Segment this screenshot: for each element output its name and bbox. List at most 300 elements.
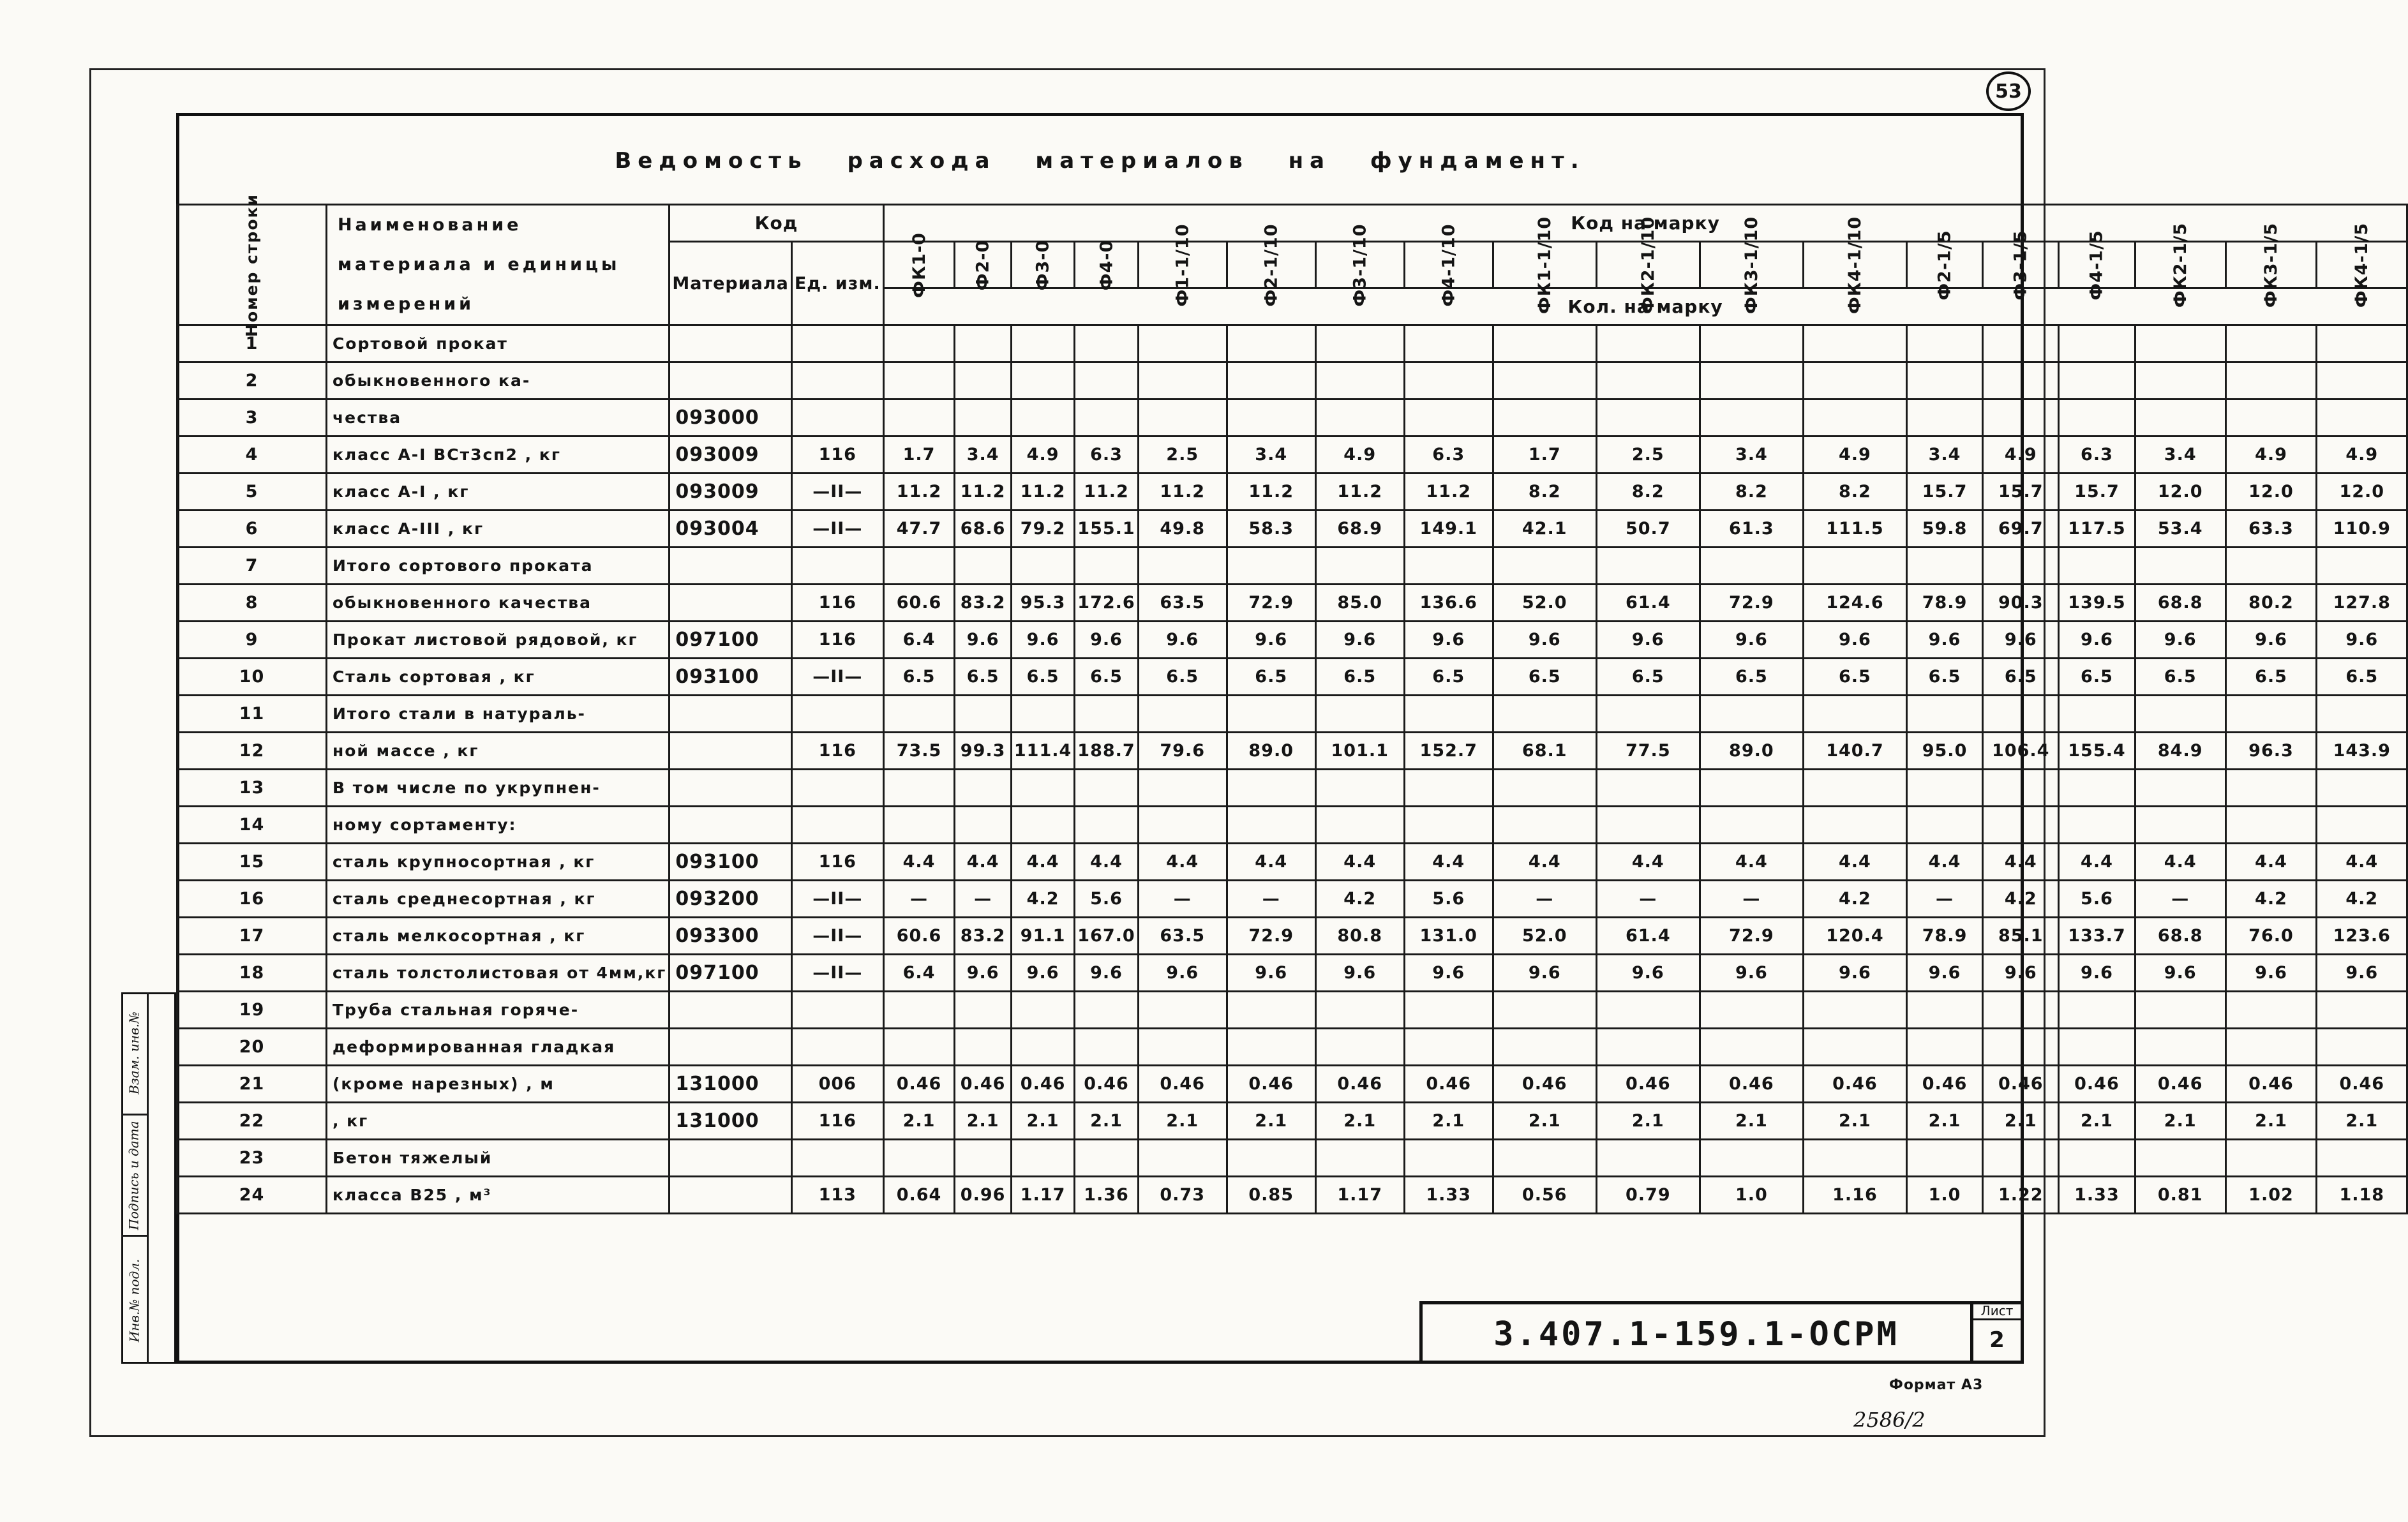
value-cell	[1596, 1140, 1700, 1177]
value-cell: 78.9	[1906, 918, 1982, 955]
value-cell: 72.9	[1700, 585, 1803, 622]
value-cell: 99.3	[955, 733, 1012, 770]
value-cell	[1700, 548, 1803, 585]
value-cell	[1596, 770, 1700, 807]
value-cell	[1493, 548, 1596, 585]
value-cell: 4.2	[1315, 881, 1404, 918]
value-cell	[1700, 325, 1803, 362]
unit-code	[791, 1140, 883, 1177]
value-cell: 143.9	[2317, 733, 2407, 770]
value-cell: 0.85	[1227, 1177, 1315, 1214]
value-cell: 0.46	[1596, 1066, 1700, 1103]
value-cell	[1983, 696, 2059, 733]
value-cell	[1315, 325, 1404, 362]
value-cell: 0.46	[2059, 1066, 2135, 1103]
value-cell	[1227, 1029, 1315, 1066]
value-cell: 0.81	[2135, 1177, 2225, 1214]
row-number: 19	[177, 992, 327, 1029]
brand-header: Ф2-1/5	[1906, 242, 1982, 288]
value-cell	[2317, 399, 2407, 436]
document-title: Ведомость расхода материалов на фундамент.	[615, 148, 1585, 174]
value-cell: 52.0	[1493, 918, 1596, 955]
value-cell	[1011, 362, 1074, 399]
row-number: 17	[177, 918, 327, 955]
value-cell: 4.4	[1803, 844, 1906, 881]
value-cell	[2317, 992, 2407, 1029]
value-cell	[1803, 1029, 1906, 1066]
material-code	[669, 807, 792, 844]
value-cell	[1983, 807, 2059, 844]
value-cell	[1803, 696, 1906, 733]
value-cell	[1493, 362, 1596, 399]
value-cell	[1315, 548, 1404, 585]
material-code: 093004	[669, 511, 792, 548]
value-cell: 9.6	[1493, 622, 1596, 659]
table-row	[177, 992, 2407, 1029]
value-cell	[1011, 992, 1074, 1029]
value-cell	[883, 1140, 955, 1177]
value-cell	[2135, 362, 2225, 399]
value-cell	[2059, 548, 2135, 585]
value-cell	[1700, 1140, 1803, 1177]
value-cell: 6.5	[1983, 659, 2059, 696]
value-cell: 50.7	[1596, 511, 1700, 548]
row-number: 23	[177, 1140, 327, 1177]
row-number: 22	[177, 1103, 327, 1140]
value-cell: 1.7	[883, 436, 955, 474]
table-row	[177, 436, 2407, 474]
value-cell	[1138, 770, 1227, 807]
value-cell: 3.4	[1227, 436, 1315, 474]
value-cell	[955, 807, 1012, 844]
value-cell	[883, 325, 955, 362]
value-cell: 6.5	[1906, 659, 1982, 696]
material-code: 097100	[669, 955, 792, 992]
value-cell	[1596, 807, 1700, 844]
value-cell: 111.5	[1803, 511, 1906, 548]
value-cell	[1700, 992, 1803, 1029]
value-cell: 172.6	[1075, 585, 1138, 622]
value-cell	[1983, 548, 2059, 585]
unit-header: Ед. изм.	[791, 242, 883, 325]
unit-code: 116	[791, 1103, 883, 1140]
value-cell: 49.8	[1138, 511, 1227, 548]
value-cell	[1404, 362, 1493, 399]
unit-code: 116	[791, 622, 883, 659]
row-number: 5	[177, 474, 327, 511]
material-name: класса В25 , м³	[326, 1177, 669, 1214]
unit-code: 116	[791, 585, 883, 622]
value-cell: 9.6	[1315, 622, 1404, 659]
value-cell	[1493, 325, 1596, 362]
row-number: 11	[177, 696, 327, 733]
header-row-1	[177, 205, 2407, 242]
value-cell: 0.46	[1906, 1066, 1982, 1103]
value-cell	[1983, 362, 2059, 399]
value-cell	[1138, 992, 1227, 1029]
value-cell: 91.1	[1011, 918, 1074, 955]
value-cell	[2059, 1140, 2135, 1177]
value-cell: 2.1	[1138, 1103, 1227, 1140]
material-code	[669, 362, 792, 399]
material-code	[669, 548, 792, 585]
value-cell: 4.4	[1227, 844, 1315, 881]
value-cell: 4.9	[2317, 436, 2407, 474]
value-cell: 6.4	[883, 622, 955, 659]
value-cell	[955, 399, 1012, 436]
material-name: сталь мелкосортная , кг	[326, 918, 669, 955]
table-row	[177, 548, 2407, 585]
material-name: Итого стали в натураль-	[326, 696, 669, 733]
value-cell: 9.6	[2225, 955, 2316, 992]
value-cell: 4.4	[2135, 844, 2225, 881]
value-cell: 1.36	[1075, 1177, 1138, 1214]
value-cell: 1.33	[1404, 1177, 1493, 1214]
value-cell: 9.6	[1138, 622, 1227, 659]
value-cell: 9.6	[1493, 955, 1596, 992]
value-cell	[2059, 399, 2135, 436]
value-cell: 9.6	[1700, 622, 1803, 659]
value-cell: 133.7	[2059, 918, 2135, 955]
material-code: 093300	[669, 918, 792, 955]
value-cell: 9.6	[1227, 622, 1315, 659]
value-cell: 0.46	[1138, 1066, 1227, 1103]
row-number: 6	[177, 511, 327, 548]
value-cell: 1.17	[1011, 1177, 1074, 1214]
value-cell	[2059, 1029, 2135, 1066]
material-name: ному сортаменту:	[326, 807, 669, 844]
value-cell: 5.6	[1404, 881, 1493, 918]
value-cell: 9.6	[1075, 622, 1138, 659]
value-cell	[1011, 548, 1074, 585]
value-cell	[1075, 548, 1138, 585]
brand-header: Ф2-0	[955, 242, 1012, 288]
value-cell	[1983, 1140, 2059, 1177]
value-cell: 8.2	[1803, 474, 1906, 511]
value-cell	[1075, 807, 1138, 844]
value-cell	[1493, 992, 1596, 1029]
value-cell: 2.1	[1404, 1103, 1493, 1140]
value-cell	[1493, 807, 1596, 844]
material-code: 093200	[669, 881, 792, 918]
value-cell: 8.2	[1596, 474, 1700, 511]
value-cell: 96.3	[2225, 733, 2316, 770]
value-cell: 0.73	[1138, 1177, 1227, 1214]
value-cell	[2059, 325, 2135, 362]
value-cell: 4.4	[2059, 844, 2135, 881]
value-cell: 11.2	[955, 474, 1012, 511]
value-cell: 9.6	[2135, 622, 2225, 659]
value-cell: 124.6	[1803, 585, 1906, 622]
material-name: класс А-III , кг	[326, 511, 669, 548]
value-cell	[1011, 770, 1074, 807]
brand-header: ФК3-1/5	[2225, 242, 2316, 288]
value-cell: 4.4	[1075, 844, 1138, 881]
value-cell	[2135, 807, 2225, 844]
value-cell	[1906, 992, 1982, 1029]
value-cell: 6.5	[1493, 659, 1596, 696]
value-cell: 80.8	[1315, 918, 1404, 955]
row-number: 21	[177, 1066, 327, 1103]
material-code	[669, 992, 792, 1029]
value-cell: 2.1	[1596, 1103, 1700, 1140]
material-code: 093100	[669, 659, 792, 696]
inv-podl-label: Инв.№ подл.	[126, 1258, 142, 1342]
value-cell	[1404, 992, 1493, 1029]
value-cell: 4.4	[2317, 844, 2407, 881]
value-cell: 4.4	[1138, 844, 1227, 881]
value-cell	[1803, 992, 1906, 1029]
value-cell: 6.5	[1315, 659, 1404, 696]
value-cell: 1.33	[2059, 1177, 2135, 1214]
unit-code: 116	[791, 436, 883, 474]
value-cell: 3.4	[1700, 436, 1803, 474]
value-cell: 4.9	[2225, 436, 2316, 474]
name-header: Наименование материала и единицы измерений	[326, 205, 669, 325]
value-cell: 73.5	[883, 733, 955, 770]
value-cell	[1983, 992, 2059, 1029]
value-cell: 110.9	[2317, 511, 2407, 548]
value-cell: 4.2	[2225, 881, 2316, 918]
value-cell: 2.1	[1075, 1103, 1138, 1140]
material-name: сталь среднесортная , кг	[326, 881, 669, 918]
value-cell: 60.6	[883, 918, 955, 955]
brand-header: ФК4-1/5	[2317, 242, 2407, 288]
value-cell: 3.4	[955, 436, 1012, 474]
value-cell: 0.46	[1700, 1066, 1803, 1103]
value-cell: 11.2	[1315, 474, 1404, 511]
unit-code: 116	[791, 844, 883, 881]
value-cell: 0.96	[955, 1177, 1012, 1214]
row-number: 4	[177, 436, 327, 474]
value-cell	[1011, 399, 1074, 436]
value-cell: 140.7	[1803, 733, 1906, 770]
value-cell: 6.5	[1596, 659, 1700, 696]
value-cell: 1.22	[1983, 1177, 2059, 1214]
value-cell	[883, 770, 955, 807]
value-cell: 6.3	[2059, 436, 2135, 474]
unit-code: —II—	[791, 511, 883, 548]
material-code	[669, 325, 792, 362]
brand-header: ФК1-0	[883, 242, 955, 288]
value-cell	[1493, 770, 1596, 807]
value-cell: 11.2	[1404, 474, 1493, 511]
value-cell	[2059, 362, 2135, 399]
value-cell	[1700, 399, 1803, 436]
value-cell: 6.4	[883, 955, 955, 992]
value-cell: 2.1	[883, 1103, 955, 1140]
materials-table	[176, 193, 2408, 1214]
value-cell	[1227, 992, 1315, 1029]
row-number: 1	[177, 325, 327, 362]
value-cell: 6.5	[2225, 659, 2316, 696]
value-cell	[1700, 362, 1803, 399]
material-name: чества	[326, 399, 669, 436]
value-cell: 3.4	[1906, 436, 1982, 474]
value-cell: 9.6	[955, 955, 1012, 992]
value-cell	[1138, 362, 1227, 399]
value-cell: 69.7	[1983, 511, 2059, 548]
brand-header: Ф4-1/5	[2059, 242, 2135, 288]
inventory-code: 2586/2	[1853, 1408, 1926, 1432]
value-cell	[1227, 362, 1315, 399]
value-cell: 0.46	[1011, 1066, 1074, 1103]
table-row	[177, 696, 2407, 733]
value-cell	[1075, 399, 1138, 436]
value-cell	[1227, 807, 1315, 844]
value-cell: 72.9	[1227, 918, 1315, 955]
unit-code: —II—	[791, 955, 883, 992]
value-cell	[1315, 362, 1404, 399]
value-cell	[1404, 325, 1493, 362]
row-number: 2	[177, 362, 327, 399]
value-cell	[1011, 1140, 1074, 1177]
value-cell	[2225, 992, 2316, 1029]
brand-header: Ф3-1/5	[1983, 242, 2059, 288]
table-row	[177, 659, 2407, 696]
material-name: деформированная гладкая	[326, 1029, 669, 1066]
value-cell: 15.7	[2059, 474, 2135, 511]
unit-code	[791, 548, 883, 585]
value-cell	[883, 992, 955, 1029]
value-cell: 4.4	[1906, 844, 1982, 881]
value-cell: 68.9	[1315, 511, 1404, 548]
value-cell: 72.9	[1227, 585, 1315, 622]
row-number: 20	[177, 1029, 327, 1066]
value-cell: 4.4	[883, 844, 955, 881]
value-cell	[1906, 770, 1982, 807]
value-cell: 9.6	[1983, 622, 2059, 659]
value-cell: —	[1227, 881, 1315, 918]
brand-header: ФК2-1/10	[1596, 242, 1700, 288]
row-number-header: Номер строки	[177, 205, 327, 325]
table-row	[177, 844, 2407, 881]
unit-code	[791, 696, 883, 733]
value-cell	[1983, 325, 2059, 362]
value-cell: 1.7	[1493, 436, 1596, 474]
value-cell	[1227, 1140, 1315, 1177]
material-name: Прокат листовой рядовой, кг	[326, 622, 669, 659]
value-cell	[1138, 325, 1227, 362]
value-cell: 6.3	[1404, 436, 1493, 474]
value-cell: 9.6	[1075, 955, 1138, 992]
value-cell	[1315, 1029, 1404, 1066]
brand-header: Ф4-1/10	[1404, 242, 1493, 288]
value-cell	[2225, 1140, 2316, 1177]
value-cell: 9.6	[955, 622, 1012, 659]
value-cell: 9.6	[1596, 622, 1700, 659]
value-cell	[1596, 362, 1700, 399]
designation-stamp: 3.407.1-159.1-ОСРМ	[1419, 1301, 1970, 1364]
value-cell	[1906, 325, 1982, 362]
table-row	[177, 325, 2407, 362]
value-cell: 83.2	[955, 585, 1012, 622]
unit-code	[791, 362, 883, 399]
value-cell: 58.3	[1227, 511, 1315, 548]
value-cell	[1315, 992, 1404, 1029]
value-cell	[1227, 770, 1315, 807]
value-cell: 76.0	[2225, 918, 2316, 955]
value-cell	[1803, 325, 1906, 362]
value-cell: —	[1700, 881, 1803, 918]
value-cell	[1493, 1140, 1596, 1177]
value-cell	[883, 399, 955, 436]
value-cell	[1700, 1029, 1803, 1066]
material-name: Сортовой прокат	[326, 325, 669, 362]
value-cell: 0.46	[1803, 1066, 1906, 1103]
value-cell	[1075, 770, 1138, 807]
value-cell: 78.9	[1906, 585, 1982, 622]
value-cell: 61.3	[1700, 511, 1803, 548]
format-label: Формат А3	[1889, 1377, 1984, 1393]
value-cell: 0.46	[2317, 1066, 2407, 1103]
value-cell	[1011, 807, 1074, 844]
value-cell: —	[1138, 881, 1227, 918]
value-cell	[1596, 548, 1700, 585]
value-cell: 167.0	[1075, 918, 1138, 955]
value-cell: 47.7	[883, 511, 955, 548]
value-cell: —	[1493, 881, 1596, 918]
value-cell: 4.4	[1315, 844, 1404, 881]
value-cell: 6.5	[2317, 659, 2407, 696]
value-cell	[1803, 1140, 1906, 1177]
value-cell: 9.6	[2317, 955, 2407, 992]
value-cell	[2317, 362, 2407, 399]
value-cell: 6.5	[2059, 659, 2135, 696]
value-cell	[1803, 399, 1906, 436]
value-cell: 0.46	[2135, 1066, 2225, 1103]
brand-header: ФК3-1/10	[1700, 242, 1803, 288]
unit-code	[791, 992, 883, 1029]
value-cell	[1138, 1140, 1227, 1177]
value-cell: 11.2	[1011, 474, 1074, 511]
value-cell: 4.4	[1493, 844, 1596, 881]
value-cell: 6.5	[1700, 659, 1803, 696]
value-cell	[1227, 325, 1315, 362]
value-cell: 139.5	[2059, 585, 2135, 622]
value-cell: 111.4	[1011, 733, 1074, 770]
value-cell: 53.4	[2135, 511, 2225, 548]
value-cell: 155.1	[1075, 511, 1138, 548]
value-cell	[955, 548, 1012, 585]
material-code	[669, 770, 792, 807]
material-code	[669, 733, 792, 770]
value-cell: 6.5	[883, 659, 955, 696]
unit-code	[791, 1029, 883, 1066]
table-row	[177, 1066, 2407, 1103]
value-cell: 1.16	[1803, 1177, 1906, 1214]
value-cell: 63.5	[1138, 585, 1227, 622]
kod-na-marku-header: Код на марку	[883, 205, 2407, 242]
table-row	[177, 733, 2407, 770]
value-cell	[1404, 807, 1493, 844]
value-cell	[1315, 1140, 1404, 1177]
value-cell: 72.9	[1700, 918, 1803, 955]
value-cell	[2135, 1029, 2225, 1066]
material-code: 131000	[669, 1103, 792, 1140]
value-cell	[2059, 696, 2135, 733]
value-cell	[1983, 770, 2059, 807]
value-cell	[2225, 696, 2316, 733]
value-cell	[1803, 548, 1906, 585]
material-name: обыкновенного ка-	[326, 362, 669, 399]
row-number: 9	[177, 622, 327, 659]
value-cell: 9.6	[1227, 955, 1315, 992]
value-cell	[1404, 399, 1493, 436]
value-cell	[2135, 1140, 2225, 1177]
value-cell: 85.0	[1315, 585, 1404, 622]
kol-na-marku-header: Кол. на марку	[883, 288, 2407, 325]
